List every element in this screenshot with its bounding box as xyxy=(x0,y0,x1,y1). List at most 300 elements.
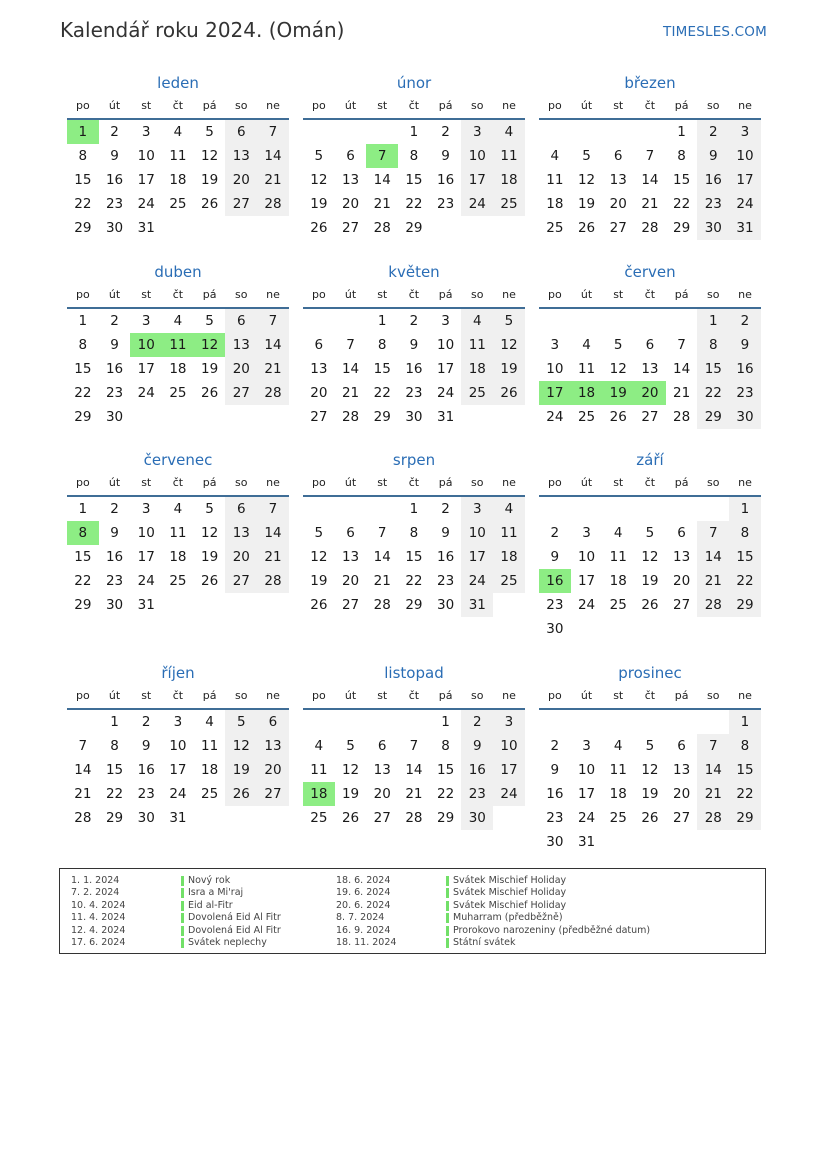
weekend-day-cell: 13 xyxy=(225,144,257,168)
week-row xyxy=(303,734,525,758)
week-row xyxy=(67,381,289,405)
day-cell: 27 xyxy=(373,810,391,826)
legend-name: Svátek Mischief Holiday xyxy=(453,899,567,911)
week-row xyxy=(303,309,525,333)
week-row xyxy=(303,144,525,168)
weekend-day-cell: 25 xyxy=(493,192,525,216)
day-cell: 26 xyxy=(577,220,596,236)
empty-day-cell xyxy=(666,830,698,854)
day-cell: 2 xyxy=(110,501,119,517)
empty-day-cell xyxy=(697,497,729,521)
weekday-header xyxy=(67,283,289,309)
empty-day-cell xyxy=(666,710,698,734)
week-row xyxy=(539,192,761,216)
weekday-label: ne xyxy=(266,689,280,702)
week-row xyxy=(67,168,289,192)
empty-day-cell xyxy=(602,120,634,144)
day-cell: 5 xyxy=(205,501,214,517)
day-cell: 21 xyxy=(373,196,391,212)
legend-date: 19. 6. 2024 xyxy=(336,887,391,899)
week-row xyxy=(539,381,761,405)
weekend-day-cell: 10 xyxy=(729,144,761,168)
day-cell: 18 xyxy=(169,549,187,565)
day-cell: 10 xyxy=(577,762,596,778)
week-row xyxy=(539,569,761,593)
empty-day-cell xyxy=(225,593,257,617)
holiday-legend xyxy=(59,868,766,954)
holiday-day-cell: 19 xyxy=(602,381,634,405)
weekday-label: út xyxy=(580,476,593,489)
legend-date: 12. 4. 2024 xyxy=(71,924,126,936)
weekend-day-cell: 21 xyxy=(257,357,289,381)
month-name: srpen xyxy=(392,451,436,469)
weekend-day-cell: 8 xyxy=(729,734,761,758)
day-cell: 13 xyxy=(341,172,360,188)
weekday-label: pá xyxy=(674,476,689,489)
day-cell: 25 xyxy=(546,220,564,236)
weekend-day-cell: 13 xyxy=(225,333,257,357)
day-cell: 24 xyxy=(577,597,596,613)
month-name: květen xyxy=(388,263,440,281)
day-cell: 21 xyxy=(373,573,391,589)
weekday-header xyxy=(303,471,525,497)
day-cell: 27 xyxy=(673,810,691,826)
weekend-day-cell: 1 xyxy=(729,710,761,734)
weekend-day-cell: 21 xyxy=(257,168,289,192)
weekday-label: čt xyxy=(408,476,420,489)
weekend-day-cell: 2 xyxy=(697,120,729,144)
day-cell: 23 xyxy=(546,597,564,613)
day-cell: 5 xyxy=(346,738,355,754)
weekday-label: so xyxy=(471,476,484,489)
day-cell: 27 xyxy=(609,220,627,236)
weekend-day-cell: 7 xyxy=(257,120,289,144)
day-cell: 4 xyxy=(582,337,591,353)
day-cell: 16 xyxy=(405,361,423,377)
legend-name: Dovolená Eid Al Fitr xyxy=(188,912,281,924)
empty-day-cell xyxy=(539,497,571,521)
weekday-label: po xyxy=(311,689,326,702)
weekend-day-cell: 20 xyxy=(257,758,289,782)
weekend-day-cell: 3 xyxy=(729,120,761,144)
day-cell: 10 xyxy=(137,525,155,541)
day-cell: 14 xyxy=(341,361,360,377)
month-name: listopad xyxy=(384,664,444,682)
day-cell: 29 xyxy=(74,597,92,613)
weekend-day-cell: 30 xyxy=(461,806,493,830)
day-cell: 6 xyxy=(346,148,355,164)
weekday-label: ne xyxy=(738,689,752,702)
weekend-day-cell: 6 xyxy=(225,309,257,333)
weekday-header xyxy=(303,94,525,120)
day-cell: 12 xyxy=(641,549,659,565)
day-cell: 29 xyxy=(74,409,92,425)
day-cell: 11 xyxy=(169,148,187,164)
legend-name: Eid al-Fitr xyxy=(188,899,233,911)
legend-item xyxy=(336,912,666,924)
day-cell: 25 xyxy=(609,810,627,826)
weekend-day-cell: 11 xyxy=(493,144,525,168)
day-cell: 10 xyxy=(169,738,187,754)
site-link[interactable]: TIMESLES.COM xyxy=(663,24,767,40)
weekday-label: čt xyxy=(172,689,184,702)
week-row xyxy=(67,405,289,429)
holiday-day-cell: 16 xyxy=(539,569,571,593)
day-cell: 2 xyxy=(441,501,450,517)
weekday-label: čt xyxy=(644,689,656,702)
day-cell: 4 xyxy=(613,525,623,541)
day-cell: 19 xyxy=(310,573,328,589)
week-row xyxy=(303,545,525,569)
empty-day-cell xyxy=(162,593,194,617)
day-cell: 28 xyxy=(405,810,423,826)
weekend-day-cell: 7 xyxy=(257,309,289,333)
day-cell: 30 xyxy=(546,621,564,637)
weekend-day-cell: 2 xyxy=(461,710,493,734)
weekend-day-cell: 24 xyxy=(493,782,525,806)
day-cell: 4 xyxy=(173,501,183,517)
week-row xyxy=(539,734,761,758)
day-cell: 20 xyxy=(673,573,691,589)
weekend-day-cell: 4 xyxy=(493,497,525,521)
day-cell: 12 xyxy=(577,172,596,188)
day-cell: 15 xyxy=(74,172,92,188)
week-row xyxy=(303,216,525,240)
weekend-day-cell: 1 xyxy=(729,497,761,521)
day-cell: 21 xyxy=(341,385,360,401)
weekend-day-cell: 17 xyxy=(729,168,761,192)
day-cell: 27 xyxy=(341,220,360,236)
week-row xyxy=(67,782,289,806)
weekday-label: so xyxy=(471,689,484,702)
day-cell: 7 xyxy=(645,148,655,164)
weekday-label: pá xyxy=(438,99,453,112)
day-cell: 1 xyxy=(110,714,119,730)
legend-marker xyxy=(446,913,449,923)
day-cell: 6 xyxy=(677,738,686,754)
day-cell: 15 xyxy=(405,172,423,188)
day-cell: 30 xyxy=(105,597,124,613)
weekend-day-cell: 2 xyxy=(729,309,761,333)
empty-day-cell xyxy=(257,593,289,617)
day-cell: 26 xyxy=(201,196,219,212)
day-cell: 31 xyxy=(437,409,455,425)
weekend-day-cell: 21 xyxy=(697,782,729,806)
weekend-day-cell: 30 xyxy=(729,405,761,429)
day-cell: 1 xyxy=(377,313,387,329)
weekend-day-cell: 5 xyxy=(493,309,525,333)
weekend-day-cell: 6 xyxy=(225,497,257,521)
legend-marker xyxy=(181,926,184,936)
day-cell: 13 xyxy=(310,361,328,377)
weekday-label: st xyxy=(377,288,388,301)
day-cell: 24 xyxy=(137,573,155,589)
weekday-label: so xyxy=(235,476,248,489)
day-cell: 29 xyxy=(405,220,423,236)
day-cell: 14 xyxy=(405,762,423,778)
legend-marker xyxy=(181,913,184,923)
empty-day-cell xyxy=(493,593,525,617)
week-row xyxy=(303,497,525,521)
day-cell: 31 xyxy=(137,220,155,236)
day-cell: 7 xyxy=(346,337,355,353)
week-row xyxy=(539,120,761,144)
weekend-day-cell: 18 xyxy=(461,357,493,381)
weekday-label: po xyxy=(547,476,562,489)
day-cell: 22 xyxy=(437,786,455,802)
week-row xyxy=(67,734,289,758)
weekday-label: st xyxy=(141,288,152,301)
weekend-day-cell: 8 xyxy=(729,521,761,545)
day-cell: 22 xyxy=(74,196,92,212)
day-cell: 7 xyxy=(677,337,686,353)
legend-name: Muharram (předběžně) xyxy=(453,912,563,924)
weekend-day-cell: 17 xyxy=(461,168,493,192)
empty-day-cell xyxy=(430,216,462,240)
weekend-day-cell: 6 xyxy=(225,120,257,144)
month-name: únor xyxy=(396,74,432,92)
day-cell: 13 xyxy=(673,762,691,778)
week-row xyxy=(67,806,289,830)
day-cell: 10 xyxy=(437,337,455,353)
weekday-label: po xyxy=(75,288,90,301)
week-row xyxy=(539,357,761,381)
day-cell: 11 xyxy=(609,762,627,778)
empty-day-cell xyxy=(335,710,367,734)
day-cell: 15 xyxy=(105,762,124,778)
weekend-day-cell: 20 xyxy=(225,357,257,381)
day-cell: 25 xyxy=(169,196,187,212)
week-row xyxy=(67,710,289,734)
legend-marker xyxy=(446,901,449,911)
day-cell: 3 xyxy=(550,337,560,353)
legend-date: 8. 7. 2024 xyxy=(336,912,385,924)
week-row xyxy=(67,216,289,240)
day-cell: 3 xyxy=(173,714,183,730)
weekday-label: st xyxy=(141,99,152,112)
month-block xyxy=(303,261,525,429)
day-cell: 8 xyxy=(110,738,119,754)
day-cell: 12 xyxy=(201,525,219,541)
day-cell: 3 xyxy=(141,124,151,140)
weekend-day-cell: 27 xyxy=(257,782,289,806)
day-cell: 17 xyxy=(137,549,155,565)
empty-day-cell xyxy=(194,216,226,240)
weekday-header xyxy=(539,283,761,309)
weekday-label: út xyxy=(108,288,121,301)
day-cell: 15 xyxy=(673,172,691,188)
day-cell: 22 xyxy=(74,385,92,401)
empty-day-cell xyxy=(257,216,289,240)
week-row xyxy=(539,830,761,854)
day-cell: 9 xyxy=(110,148,119,164)
month-block xyxy=(539,449,761,641)
legend-name: Svátek Mischief Holiday xyxy=(453,875,567,886)
weekend-day-cell: 24 xyxy=(461,569,493,593)
month-block xyxy=(303,449,525,617)
empty-day-cell xyxy=(634,830,666,854)
day-cell: 29 xyxy=(373,409,391,425)
weekend-day-cell: 11 xyxy=(461,333,493,357)
day-cell: 2 xyxy=(141,714,151,730)
day-cell: 23 xyxy=(105,196,124,212)
day-cell: 6 xyxy=(677,525,686,541)
weekday-header xyxy=(67,684,289,710)
empty-day-cell xyxy=(539,120,571,144)
legend-marker xyxy=(446,926,449,936)
weekday-label: so xyxy=(235,99,248,112)
week-row xyxy=(67,144,289,168)
empty-day-cell xyxy=(571,497,603,521)
empty-day-cell xyxy=(303,710,335,734)
empty-day-cell xyxy=(225,216,257,240)
weekend-day-cell: 28 xyxy=(697,593,729,617)
weekday-label: so xyxy=(707,689,720,702)
weekday-label: pá xyxy=(674,288,689,301)
weekday-label: pá xyxy=(202,99,217,112)
legend-date: 18. 6. 2024 xyxy=(336,875,391,886)
weekend-day-cell: 21 xyxy=(257,545,289,569)
weekday-label: čt xyxy=(172,99,184,112)
weekday-label: pá xyxy=(674,99,689,112)
day-cell: 5 xyxy=(314,148,324,164)
weekend-day-cell: 22 xyxy=(729,782,761,806)
empty-day-cell xyxy=(602,830,634,854)
weekday-label: so xyxy=(235,689,248,702)
weekday-header xyxy=(539,471,761,497)
empty-day-cell xyxy=(67,710,99,734)
empty-day-cell xyxy=(130,405,162,429)
week-row xyxy=(67,333,289,357)
weekday-header xyxy=(67,94,289,120)
day-cell: 2 xyxy=(550,525,560,541)
day-cell: 16 xyxy=(437,172,455,188)
week-row xyxy=(539,405,761,429)
day-cell: 1 xyxy=(677,124,686,140)
day-cell: 2 xyxy=(110,313,119,329)
month-name: říjen xyxy=(161,664,195,682)
day-cell: 17 xyxy=(577,786,596,802)
weekend-day-cell: 9 xyxy=(461,734,493,758)
empty-day-cell xyxy=(602,617,634,641)
weekday-label: po xyxy=(547,99,562,112)
weekday-header xyxy=(539,94,761,120)
day-cell: 12 xyxy=(641,762,659,778)
weekend-day-cell: 25 xyxy=(461,381,493,405)
weekend-day-cell: 3 xyxy=(461,120,493,144)
day-cell: 23 xyxy=(137,786,155,802)
day-cell: 20 xyxy=(341,196,360,212)
empty-day-cell xyxy=(225,405,257,429)
empty-day-cell xyxy=(366,710,398,734)
week-row xyxy=(303,120,525,144)
day-cell: 28 xyxy=(373,597,391,613)
weekend-day-cell: 14 xyxy=(257,521,289,545)
weekday-label: út xyxy=(108,689,121,702)
month-name: duben xyxy=(154,263,202,281)
weekend-day-cell: 10 xyxy=(461,144,493,168)
weekday-label: po xyxy=(311,288,326,301)
weekend-day-cell: 16 xyxy=(697,168,729,192)
legend-date: 11. 4. 2024 xyxy=(71,912,126,924)
legend-marker xyxy=(181,901,184,911)
legend-date: 17. 6. 2024 xyxy=(71,936,126,948)
empty-day-cell xyxy=(225,806,257,830)
day-cell: 9 xyxy=(409,337,419,353)
day-cell: 16 xyxy=(437,549,455,565)
weekday-label: ne xyxy=(502,99,516,112)
weekend-day-cell: 29 xyxy=(729,806,761,830)
weekday-label: út xyxy=(344,476,357,489)
weekday-label: st xyxy=(377,689,388,702)
empty-day-cell xyxy=(666,309,698,333)
legend-date: 16. 9. 2024 xyxy=(336,924,391,936)
day-cell: 7 xyxy=(377,525,387,541)
week-row xyxy=(303,381,525,405)
legend-marker xyxy=(181,876,184,886)
day-cell: 4 xyxy=(205,714,214,730)
weekend-day-cell: 1 xyxy=(697,309,729,333)
week-row xyxy=(303,192,525,216)
day-cell: 25 xyxy=(310,810,328,826)
week-row xyxy=(539,144,761,168)
day-cell: 18 xyxy=(169,172,187,188)
empty-day-cell xyxy=(335,497,367,521)
day-cell: 10 xyxy=(137,148,155,164)
holiday-day-cell: 18 xyxy=(571,381,603,405)
empty-day-cell xyxy=(571,710,603,734)
empty-day-cell xyxy=(729,830,761,854)
empty-day-cell xyxy=(602,710,634,734)
empty-day-cell xyxy=(539,309,571,333)
month-name: září xyxy=(636,451,664,469)
month-block xyxy=(539,662,761,854)
empty-day-cell xyxy=(634,710,666,734)
weekday-label: st xyxy=(613,476,624,489)
day-cell: 6 xyxy=(645,337,655,353)
day-cell: 6 xyxy=(613,148,623,164)
month-block xyxy=(67,72,289,240)
empty-day-cell xyxy=(634,617,666,641)
day-cell: 15 xyxy=(437,762,455,778)
day-cell: 1 xyxy=(409,501,419,517)
day-cell: 26 xyxy=(310,597,328,613)
weekend-day-cell: 22 xyxy=(697,381,729,405)
weekday-label: ne xyxy=(738,99,752,112)
day-cell: 22 xyxy=(405,573,423,589)
empty-day-cell xyxy=(194,405,226,429)
day-cell: 24 xyxy=(137,385,155,401)
weekday-label: st xyxy=(141,689,152,702)
week-row xyxy=(303,357,525,381)
empty-day-cell xyxy=(602,497,634,521)
week-row xyxy=(303,758,525,782)
day-cell: 16 xyxy=(137,762,155,778)
empty-day-cell xyxy=(634,497,666,521)
day-cell: 17 xyxy=(577,573,596,589)
day-cell: 3 xyxy=(141,501,151,517)
day-cell: 20 xyxy=(673,786,691,802)
weekend-day-cell: 15 xyxy=(729,545,761,569)
day-cell: 22 xyxy=(105,786,124,802)
day-cell: 25 xyxy=(169,573,187,589)
day-cell: 18 xyxy=(609,786,627,802)
day-cell: 25 xyxy=(609,597,627,613)
weekend-day-cell: 12 xyxy=(493,333,525,357)
month-block xyxy=(303,72,525,240)
weekend-day-cell: 18 xyxy=(493,168,525,192)
day-cell: 8 xyxy=(409,525,419,541)
